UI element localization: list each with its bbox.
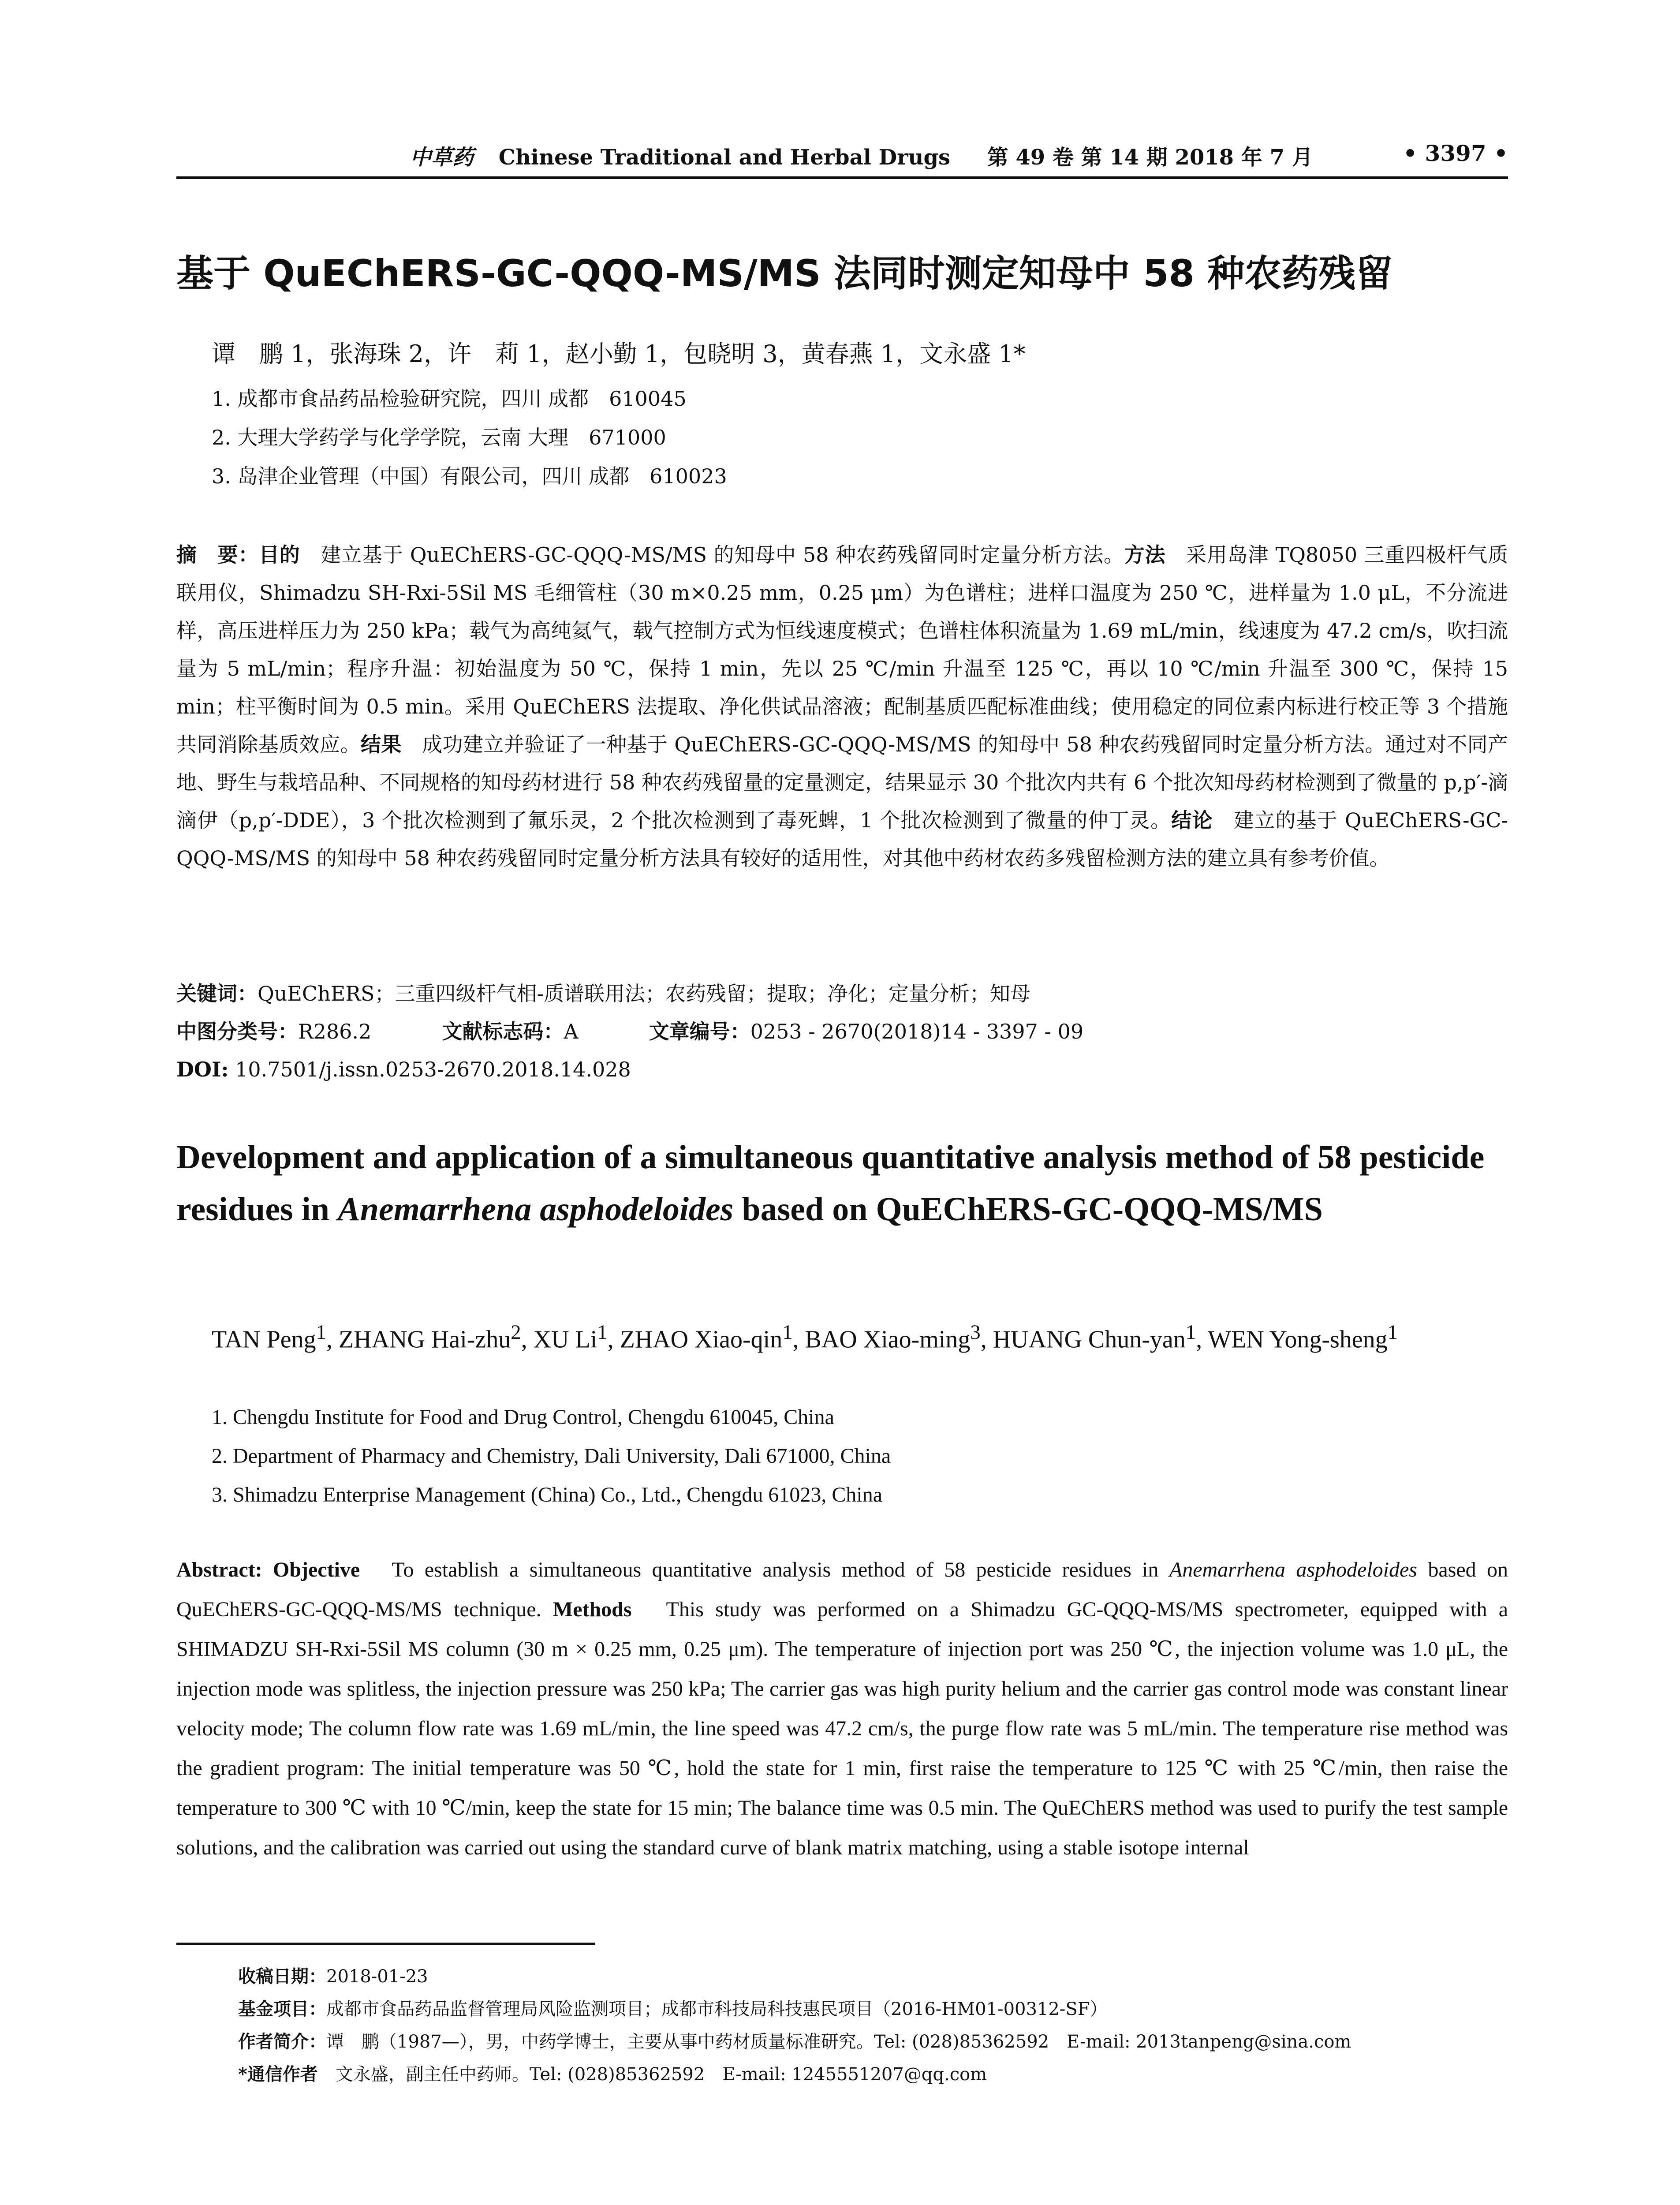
author-en-name: HUANG Chun-yan	[993, 1326, 1186, 1353]
footnote-correspondence	[238, 2058, 1351, 2091]
title-english	[176, 1131, 1508, 1235]
objective-en-label: Objective	[273, 1558, 360, 1581]
journal-en-name: Chinese Traditional and Herbal Drugs	[498, 145, 951, 170]
keywords-text: QuEChERS；三重四级杆气相-质谱联用法；农药残留；提取；净化；定量分析；知母	[258, 982, 1031, 1005]
abstract-en-label: Abstract:	[176, 1558, 262, 1581]
title-en-species: Anemarrhena asphodeloides	[338, 1191, 734, 1228]
received-date: 2018-01-23	[326, 1966, 428, 1987]
fund-label: 基金项目：	[238, 1999, 326, 2019]
author-en-name: WEN Yong-sheng	[1208, 1326, 1388, 1353]
affiliation-en-3: 3. Shimadzu Enterprise Management (China) Co., Ltd., Chengdu 61023, China	[212, 1483, 883, 1506]
footnote-fund	[238, 1993, 1351, 2026]
article-no-value: 0253 - 2670(2018)14 - 3397 - 09	[750, 1020, 1084, 1043]
author-en-sup: 1	[1387, 1321, 1398, 1344]
methods-cn-label: 方法	[1124, 543, 1166, 567]
methods-en-label: Methods	[553, 1598, 632, 1621]
title-en-part2: based on QuEChERS-GC-QQQ-MS/MS	[733, 1191, 1323, 1228]
abstract-english	[176, 1550, 1508, 1868]
objective-en-text-end: based on QuEChERS-GC-QQQ-MS/MS technique.	[176, 1558, 1508, 1621]
doi-row	[176, 1050, 1083, 1088]
keywords-label: 关键词：	[176, 982, 258, 1005]
footnotes	[238, 1960, 1351, 2091]
affiliation-cn-2: 2. 大理大学药学与化学学院，云南 大理 671000	[212, 426, 666, 449]
author-en-name: ZHAO Xiao-qin	[620, 1326, 783, 1353]
journal-cn-name: 中草药	[410, 145, 474, 170]
title-chinese: 基于 QuEChERS-GC-QQQ-MS/MS 法同时测定知母中 58 种农药残留	[176, 252, 1393, 295]
header-journal	[410, 140, 1313, 171]
doi-label: DOI:	[176, 1058, 229, 1081]
bio-text: 谭 鹏（1987—），男，中药学博士，主要从事中药材质量标准研究。Tel: (028)85362592 E-mail: 2013tanpeng@sina.com	[326, 2032, 1351, 2052]
author-en-sup: 1	[782, 1321, 793, 1344]
clc-value: R286.2	[298, 1020, 372, 1043]
affiliations-chinese	[212, 379, 727, 496]
objective-en-species: Anemarrhena asphodeloides	[1169, 1558, 1417, 1581]
affiliation-en-2: 2. Department of Pharmacy and Chemistry, Dali University, Dali 671000, China	[212, 1444, 891, 1468]
article-no-label: 文章编号：	[649, 1020, 750, 1043]
corr-text: 文永盛，副主任中药师。Tel: (028)85362592 E-mail: 1245551207@qq.com	[335, 2064, 987, 2085]
classification-row	[176, 1013, 1083, 1050]
conclusion-cn-text: 建立的基于 QuEChERS-GC-QQQ-MS/MS 的知母中 58 种农药残留同时定量分析方法具有较好的适用性，对其他中药材农药多残留检测方法的建立具有参考价值。	[176, 808, 1508, 870]
doc-code-value: A	[564, 1020, 579, 1043]
running-header	[176, 132, 1508, 179]
title-en-part1: Development and application of a simultaneous quantitative analysis method of 58 pesticide residues in	[176, 1139, 1485, 1228]
abstract-chinese	[176, 536, 1508, 877]
methods-en-text: This study was performed on a Shimadzu GC-QQQ-MS/MS spectrometer, equipped with a SHIMADZU SH-Rxi-5Sil MS column (30 m × 0.25 mm, 0.25 μm). The temperature of injection port was 250 ℃, the injection volume was 1.0 μL, the injection mode was splitless, the injection pressure was 250 kPa; The carrier gas was high purity helium and the carrier gas control mode was constant linear velocity mode; The column flow rate was 1.69 mL/min, the line speed was 47.2 cm/s, the purge flow rate was 5 mL/min. The temperature rise method was the gradient program: The initial temperature was 50 ℃, hold the state for 1 min, first raise the temperature to 125 ℃ with 25 ℃/min, then raise the temperature to 300 ℃ with 10 ℃/min, keep the state for 15 min; The balance time was 0.5 min. The QuEChERS method was used to purify the test sample solutions, and the calibration was carried out using the standard curve of blank matrix matching, using a stable isotope internal	[176, 1598, 1508, 1859]
clc-label: 中图分类号：	[176, 1020, 298, 1043]
footnote-bio	[238, 2026, 1351, 2058]
affiliation-en-1: 1. Chengdu Institute for Food and Drug Control, Chengdu 610045, China	[212, 1405, 834, 1429]
author-en-sup: 1	[597, 1321, 608, 1344]
corr-label: *通信作者	[238, 2064, 318, 2085]
author-en-sup: 1	[316, 1321, 326, 1344]
results-cn-label: 结果	[360, 733, 402, 756]
objective-cn-label: 目的	[259, 543, 300, 567]
doc-code-label: 文献标志码：	[442, 1020, 564, 1043]
author-en-sup: 1	[1185, 1321, 1196, 1344]
abstract-cn-label: 摘 要：	[176, 543, 259, 567]
conclusion-cn-label: 结论	[1171, 808, 1213, 832]
article-metadata	[176, 975, 1083, 1088]
journal-issue: 第 49 卷 第 14 期 2018 年 7 月	[987, 145, 1313, 170]
methods-cn-text: 采用岛津 TQ8050 三重四极杆气质联用仪，Shimadzu SH-Rxi-5Sil MS 毛细管柱（30 m×0.25 mm，0.25 μm）为色谱柱；进样口温度为 250 ℃，进样量为 1.0 μL，不分流进样，高压进样压力为 250 kPa；载气为高纯氦气，载气控制方式为恒线速度模式；色谱柱体积流量为 1.69 mL/min，线速度为 47.2 cm/s，吹扫流量为 5 mL/min；程序升温：初始温度为 50 ℃，保持 1 min，先以 25 ℃/min 升温至 125 ℃，再以 10 ℃/min 升温至 300 ℃，保持 15 min；柱平衡时间为 0.5 min。采用 QuEChERS 法提取、净化供试品溶液；配制基质匹配标准曲线；使用稳定的同位素内标进行校正等 3 个措施共同消除基质效应。	[176, 543, 1508, 756]
fund-text: 成都市食品药品监督管理局风险监测项目；成都市科技局科技惠民项目（2016-HM01-00312-SF）	[326, 1999, 1108, 2019]
affiliation-cn-3: 3. 岛津企业管理（中国）有限公司，四川 成都 610023	[212, 464, 727, 488]
authors-chinese: 谭 鹏 1，张海珠 2，许 莉 1，赵小勤 1，包晓明 3，黄春燕 1，文永盛 1*	[212, 340, 1026, 368]
affiliation-cn-1: 1. 成都市食品药品检验研究院，四川 成都 610045	[212, 387, 687, 411]
objective-cn-text: 建立基于 QuEChERS-GC-QQQ-MS/MS 的知母中 58 种农药残留同时定量分析方法。	[321, 543, 1124, 567]
author-en-name: XU Li	[533, 1326, 597, 1353]
author-en-sup: 3	[970, 1321, 981, 1344]
keywords-cn	[176, 975, 1083, 1013]
author-en-sup: 2	[511, 1321, 521, 1344]
authors-english: TAN Peng$^1$, ZHANG Hai-zhu$^2$, XU Li$^1$, ZHAO Xiao-qin$^1$, BAO Xiao-ming$^3$, HUANG Chun-yan$^1$, WEN Yong-sheng$^1$	[212, 1321, 1398, 1353]
objective-en-text: To establish a simultaneous quantitative analysis method of 58 pesticide residues in	[392, 1558, 1169, 1581]
affiliations-english	[212, 1398, 891, 1514]
results-cn-text: 成功建立并验证了一种基于 QuEChERS-GC-QQQ-MS/MS 的知母中 58 种农药残留同时定量分析方法。通过对不同产地、野生与栽培品种、不同规格的知母药材进行 58 种农药残留量的定量测定，结果显示 30 个批次内共有 6 个批次知母药材检测到了微量的 p,p′-滴滴伊（p,p′-DDE），3 个批次检测到了氟乐灵，2 个批次检测到了毒死蜱，1 个批次检测到了微量的仲丁灵。	[176, 733, 1508, 832]
received-label: 收稿日期：	[238, 1966, 326, 1987]
author-en-name: BAO Xiao-ming	[805, 1326, 971, 1353]
author-en-name: TAN Peng	[212, 1326, 316, 1353]
footnote-divider	[176, 1943, 595, 1945]
bio-label: 作者简介：	[238, 2031, 326, 2052]
doi-value: 10.7501/j.issn.0253-2670.2018.14.028	[235, 1058, 631, 1081]
author-en-name: ZHANG Hai-zhu	[338, 1326, 511, 1353]
footnote-received	[238, 1960, 1351, 1993]
page-number: • 3397 •	[1403, 140, 1508, 166]
